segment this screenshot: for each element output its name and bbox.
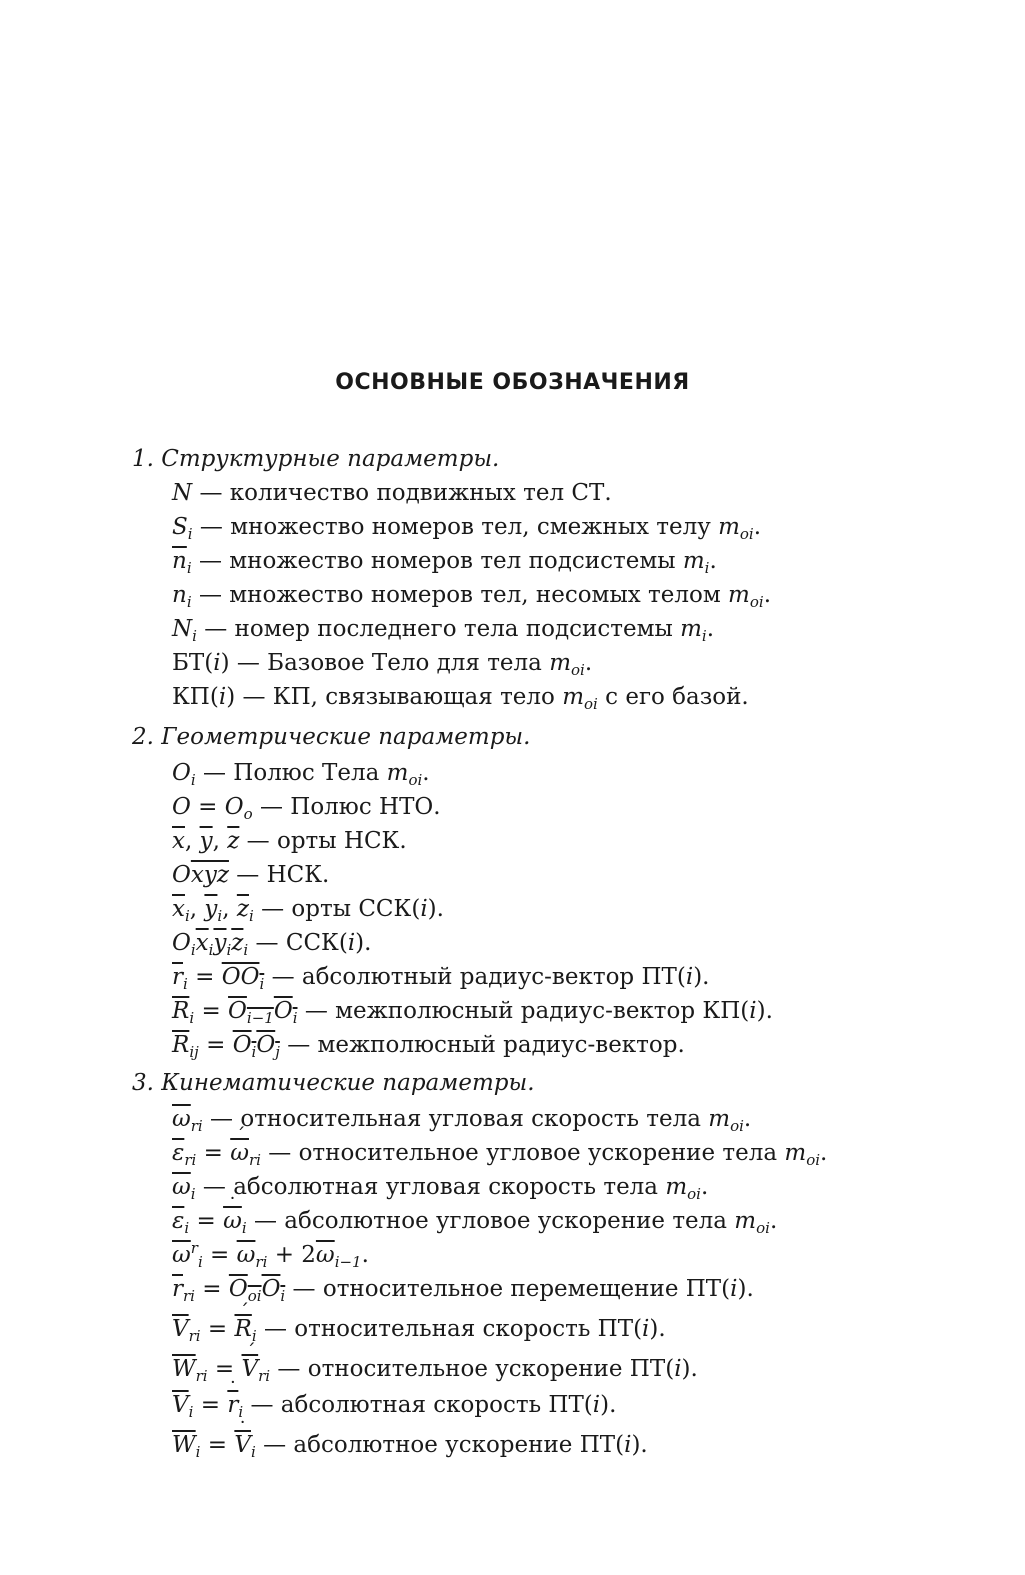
notation-line: $\overline{W}_i$ = ˙ $\overline{V}_i$ — абсолютное ускорение ПТ(i).: [172, 1430, 648, 1460]
notation-line: $\overline{\omega}_{ri}$ — относительная угловая скорость тела $m_{oi}$.: [172, 1106, 752, 1135]
notation-line: $\overline{r}_i = OO_i$ — абсолютный радиус-вектор ПТ(i).: [172, 964, 710, 993]
notation-line: $n_i$ — множество номеров тел, несомых телом $m_{oi}$.: [172, 582, 771, 611]
notation-line: БТ(i) — Базовое Тело для тела $m_{oi}$.: [172, 650, 593, 679]
notation-line: $\overline{\varepsilon}_i$ = ˙ $\overline{\omega}_i$ — абсолютное угловое ускорение тела $m_{oi}$.: [172, 1206, 777, 1236]
notation-line: $\overline{R}_{ij} = O_iO_j$ — межполюсный радиус-вектор.: [172, 1032, 685, 1061]
notation-line: N — количество подвижных тел СТ.: [172, 480, 612, 506]
notation-line: $O = O_o$ — Полюс НТО.: [172, 794, 441, 823]
section-heading: 1. Структурные параметры.: [132, 446, 500, 472]
notation-line: $O_i\overline{x}_i\overline{y}_i\overline{z}_i$ — ССК(i).: [172, 930, 372, 959]
notation-line: $O\overline{xyz}$ — НСК.: [172, 862, 330, 888]
notation-line: $\overline{n}_i$ — множество номеров тел подсистемы $m_i$.: [172, 548, 717, 577]
section-heading: 2. Геометрические параметры.: [132, 724, 531, 750]
notation-line: $\overline{\omega}_i$ — абсолютная угловая скорость тела $m_{oi}$.: [172, 1174, 709, 1203]
notation-line: $O_i$ — Полюс Тела $m_{oi}$.: [172, 760, 430, 789]
notation-line: $S_i$ — множество номеров тел, смежных телу $m_{oi}$.: [172, 514, 762, 543]
notation-line: $\overline{V}_{ri}$ = ´ $\overline{R}_i$ — относительная скорость ПТ(i).: [172, 1314, 666, 1344]
page-title: ОСНОВНЫЕ ОБОЗНАЧЕНИЯ: [335, 370, 690, 395]
notation-line: КП(i) — КП, связывающая тело $m_{oi}$ с его базой.: [172, 684, 749, 713]
notation-line: $\overline{x}$, $\overline{y}$, $\overline{z}$ — орты НСК.: [172, 828, 407, 854]
notation-line: $\overline{r}_{ri} = O_{oi}O_i$ — относительное перемещение ПТ(i).: [172, 1276, 754, 1305]
notation-line: $\overline{W}_{ri}$ = ´ $\overline{V}_{ri}$ — относительное ускорение ПТ(i).: [172, 1354, 698, 1384]
section-heading: 3. Кинематические параметры.: [132, 1070, 535, 1096]
notation-line: $N_i$ — номер последнего тела подсистемы $m_i$.: [172, 616, 715, 645]
notation-line: $\overline{\varepsilon}_{ri}$ = ´ $\overline{\omega}_{ri}$ — относительное угловое ускорение тела $m_{oi}$.: [172, 1138, 827, 1168]
notation-line: $\overline{\omega}^r_i = \overline{\omega}_{ri} + 2\overline{\omega}_{i-1}$.: [172, 1239, 369, 1271]
notation-line: $\overline{V}_i$ = ˙ $\overline{r}_i$ — абсолютная скорость ПТ(i).: [172, 1390, 616, 1420]
notation-line: $\overline{x}_i$, $\overline{y}_i$, $\overline{z}_i$ — орты ССК(i).: [172, 896, 444, 925]
notation-line: $\overline{R}_i = O_{i-1}O_i$ — межполюсный радиус-вектор КП(i).: [172, 998, 773, 1027]
